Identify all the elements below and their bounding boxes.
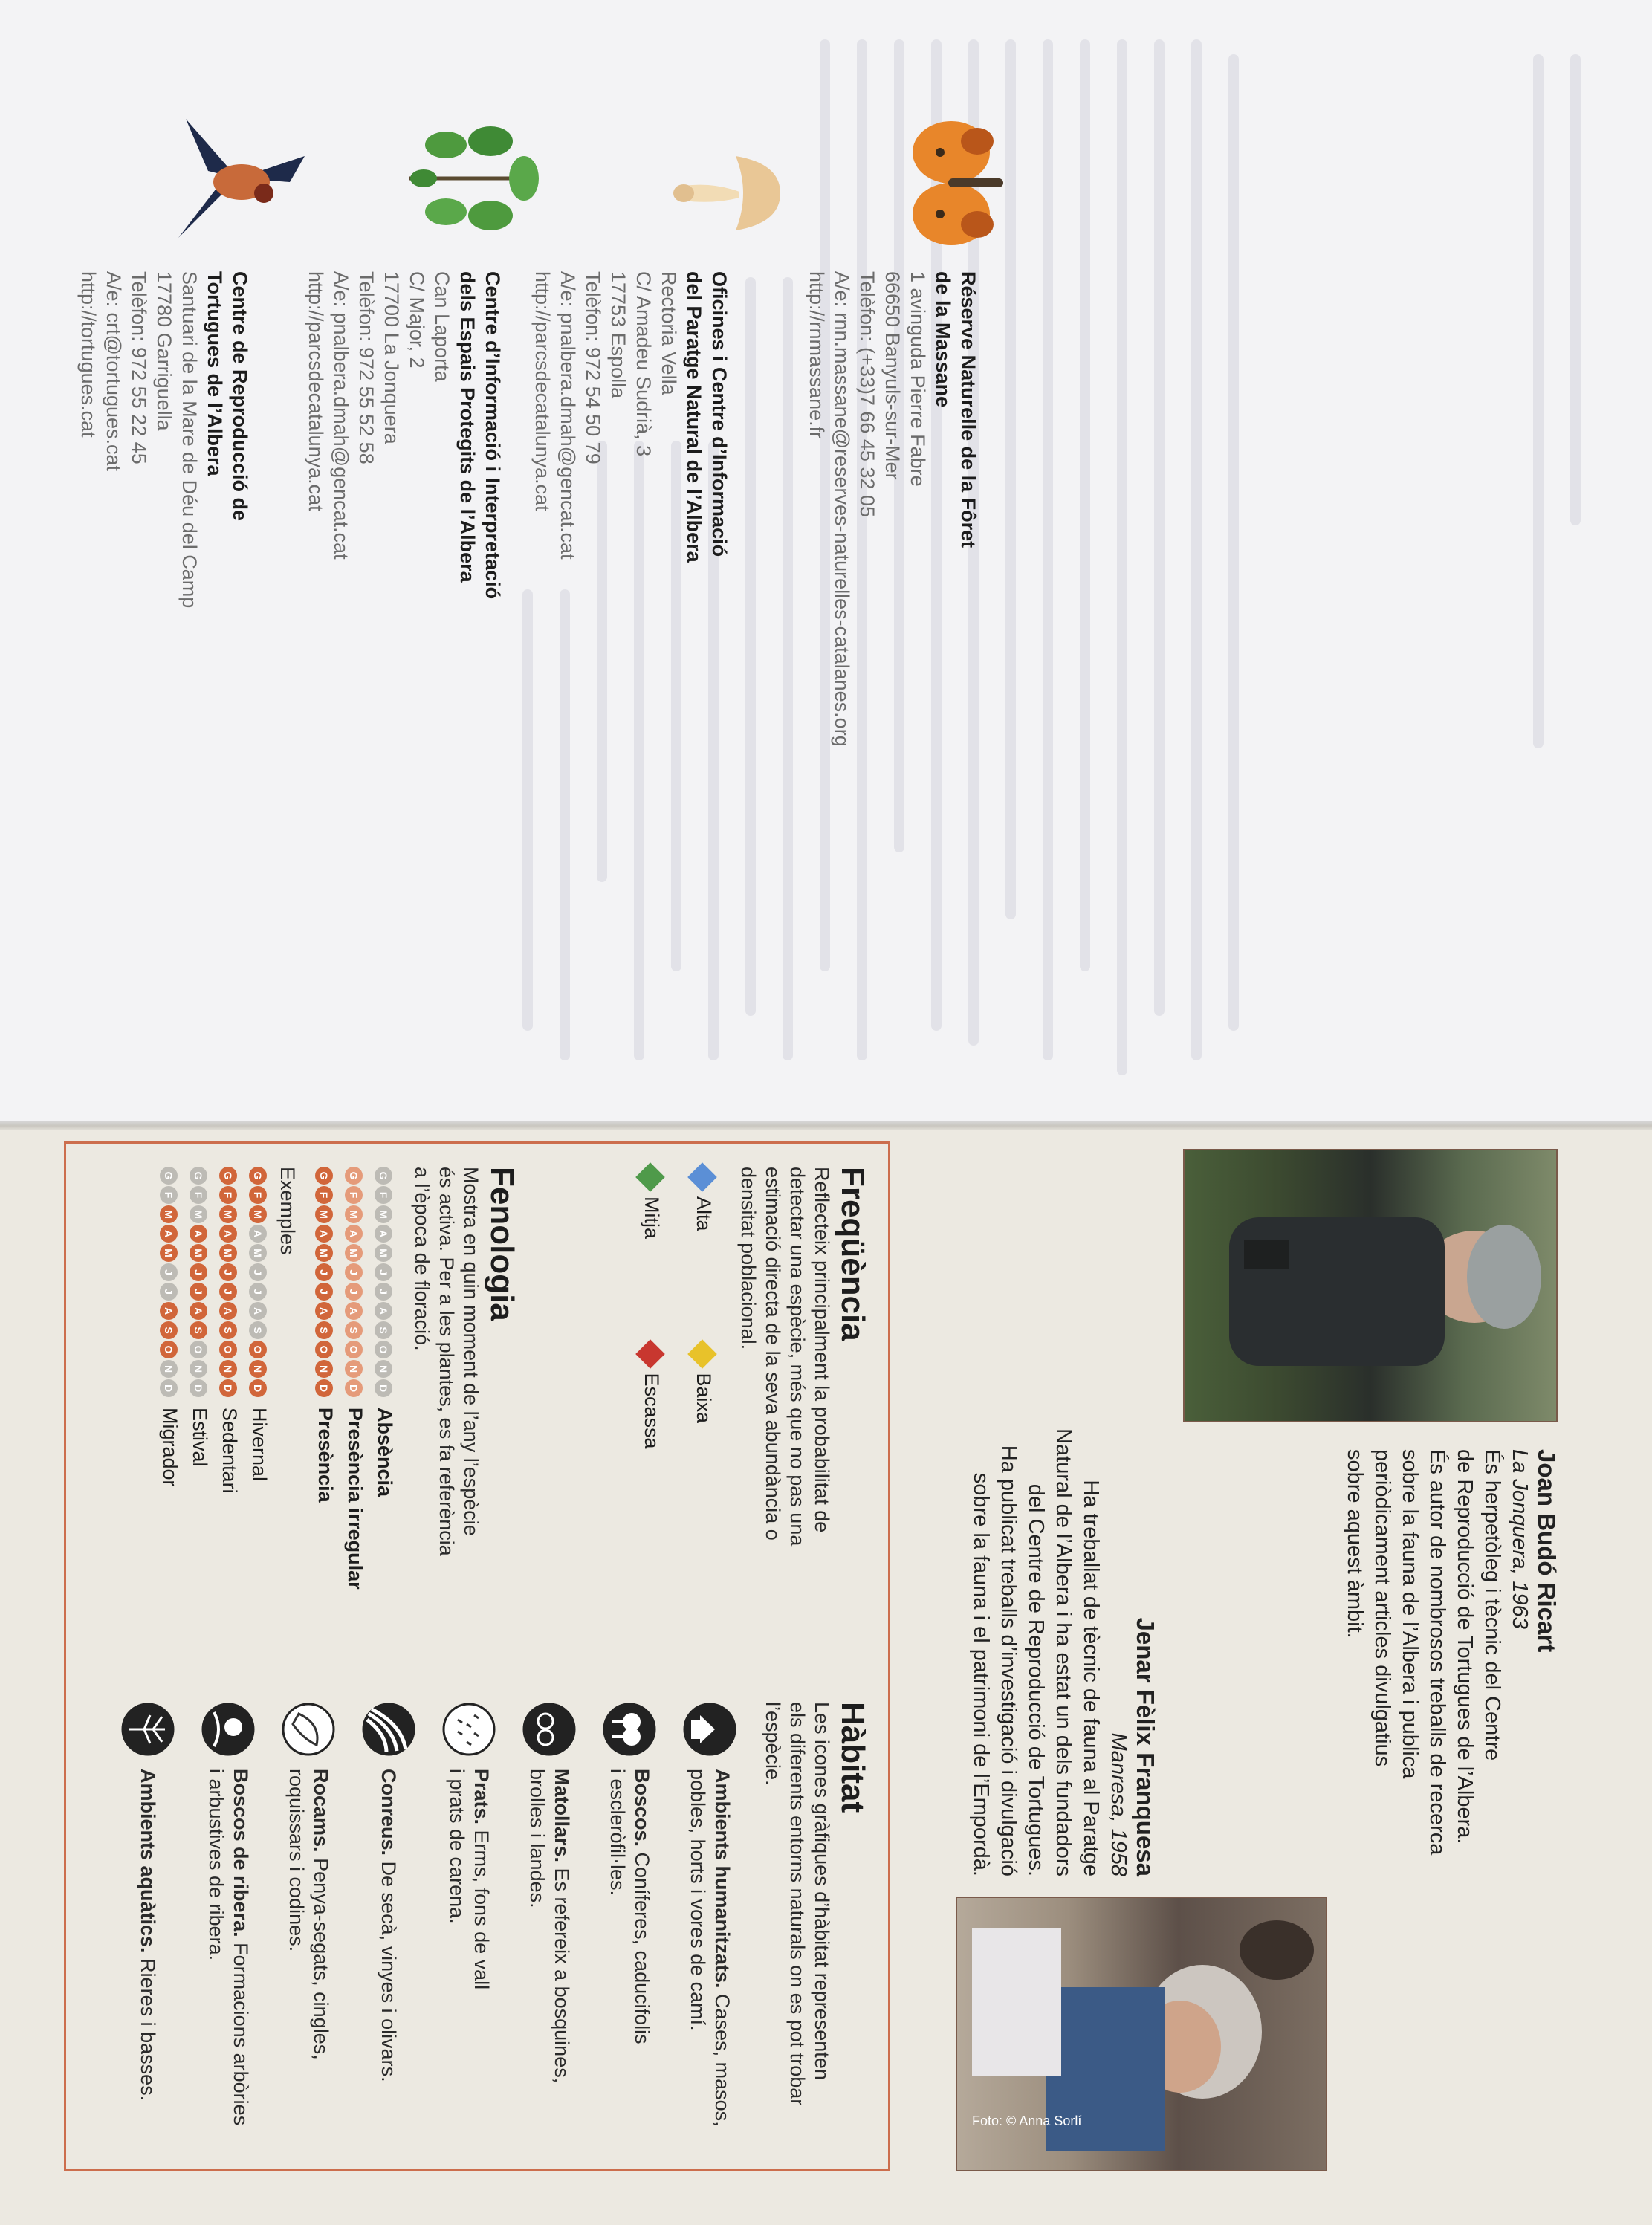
contact-line: 17700 La Jonquera <box>380 271 403 444</box>
legend-label: Baixa <box>693 1373 715 1424</box>
bio-line: És autor de nombrosos treballs de recerca <box>1425 1449 1449 1856</box>
house-icon <box>682 1702 737 1757</box>
habitat-description <box>284 1769 333 2060</box>
person-name: Jenar Fèlix Franquesa <box>1132 1617 1159 1876</box>
month-dot: F <box>190 1186 207 1204</box>
frequency-legend <box>632 1167 715 1546</box>
month-dot: G <box>219 1167 237 1185</box>
month-dot: N <box>190 1360 207 1378</box>
phenology-row <box>216 1167 241 1590</box>
habitat-name: Boscos. <box>631 1769 653 1847</box>
habitat-item <box>349 1702 429 2127</box>
frequency-escassa <box>641 1344 663 1449</box>
month-dot: M <box>345 1205 363 1223</box>
contact-line: 17753 Espolla <box>607 271 629 399</box>
month-dot: A <box>315 1225 333 1243</box>
text-line: a l’època de floració. <box>411 1167 433 1351</box>
bio-jenar <box>967 1386 1159 1876</box>
habitat-name: Prats. <box>470 1769 493 1825</box>
frequency-alta <box>692 1167 715 1338</box>
month-dot: D <box>190 1379 207 1397</box>
month-dot: A <box>315 1302 333 1320</box>
contact-line: 1 avinguda Pierre Fabre <box>907 271 929 487</box>
contact-name: del Paratge Natural de l’Albera <box>683 271 705 563</box>
habitat-detail: i arbustives de ribera. <box>205 1769 227 1961</box>
phenology-row <box>245 1167 271 1590</box>
month-dot: D <box>160 1379 178 1397</box>
phenology-text <box>409 1167 483 1590</box>
month-dot: J <box>345 1283 363 1301</box>
month-dot: M <box>219 1205 237 1223</box>
shrub-icon <box>522 1702 577 1757</box>
month-dot: M <box>160 1244 178 1262</box>
habitat-section <box>108 1702 871 2127</box>
text-line: densitat poblacional. <box>737 1167 759 1350</box>
text-line: detectar una espècie, més que no pas una <box>786 1167 809 1547</box>
butterfly-illustration <box>907 111 1018 253</box>
month-dot: O <box>345 1341 363 1358</box>
habitat-item <box>268 1702 349 2127</box>
contact-name: Centre d’Informació i Interpretació <box>482 271 504 600</box>
month-dot: A <box>219 1225 237 1243</box>
phenology-row <box>371 1167 396 1590</box>
habitat-detail: Cases, masos, <box>711 1988 733 2127</box>
phenology-states <box>311 1167 396 1590</box>
text-line: Mostra en quin moment de l’any l’espècie <box>460 1167 482 1536</box>
month-dot: A <box>249 1225 267 1243</box>
bio-line: És herpetòleg i tècnic del Centre <box>1480 1449 1504 1761</box>
riverside-forest-icon <box>201 1702 256 1757</box>
swallow-illustration <box>163 111 312 245</box>
contact-name: Tortugues de l’Albera <box>204 271 226 476</box>
habitat-description <box>204 1769 253 2125</box>
month-dot: M <box>190 1205 207 1223</box>
habitat-detail: i prats de carena. <box>446 1769 468 1924</box>
phenology-title: Fenologia <box>484 1167 520 1321</box>
frequency-title: Freqüència <box>835 1167 871 1341</box>
meadow-icon <box>441 1702 496 1757</box>
month-dot: J <box>375 1283 392 1301</box>
frequency-baixa <box>693 1344 715 1424</box>
blue-mark-icon <box>687 1162 717 1192</box>
month-dot: A <box>249 1302 267 1320</box>
bio-line: Natural de l’Albera i ha estat un dels fundadors <box>1052 1428 1075 1876</box>
month-dot: M <box>315 1244 333 1262</box>
contact-line: Rectoria Vella <box>658 271 680 395</box>
month-dot: M <box>249 1205 267 1223</box>
month-dot: G <box>160 1167 178 1185</box>
bio-line: de Reproducció de Tortugues de l’Albera. <box>1453 1449 1477 1845</box>
month-dot: A <box>345 1225 363 1243</box>
month-dot: A <box>190 1302 207 1320</box>
month-dot: G <box>375 1167 392 1185</box>
month-dot: S <box>160 1321 178 1339</box>
month-dot: M <box>249 1244 267 1262</box>
habitat-name: Matollars. <box>551 1769 573 1863</box>
habitat-title: Hàbitat <box>835 1702 871 1813</box>
month-dot: A <box>219 1302 237 1320</box>
phenology-label: Absència <box>374 1408 396 1497</box>
month-dot: G <box>190 1167 207 1185</box>
phenology-label: Hivernal <box>248 1408 271 1482</box>
month-dot: D <box>249 1379 267 1397</box>
phenology-row <box>341 1167 366 1590</box>
legend-label: Mitja <box>641 1196 663 1240</box>
contact-email[interactable]: A/e: pnalbera.dmah@gencat.cat <box>330 271 352 560</box>
habitat-item <box>108 1702 188 2127</box>
month-dot: S <box>315 1321 333 1339</box>
month-dot: M <box>315 1205 333 1223</box>
legend-label: Escassa <box>641 1373 663 1449</box>
habitat-description <box>605 1769 654 2044</box>
phenology-section <box>156 1167 520 1590</box>
month-dot: J <box>345 1263 363 1281</box>
contact-website[interactable]: http://parcsdecatalunya.cat <box>305 271 327 511</box>
habitat-detail: Formacions arbòries <box>230 1937 252 2126</box>
month-dot: A <box>160 1225 178 1243</box>
month-dot: G <box>315 1167 333 1185</box>
habitat-description <box>377 1769 401 2082</box>
month-dot: S <box>345 1321 363 1339</box>
phenology-row <box>186 1167 211 1590</box>
month-dot: O <box>160 1341 178 1358</box>
month-dot: M <box>375 1244 392 1262</box>
habitat-description <box>444 1769 493 1989</box>
contact-block-2 <box>530 271 732 563</box>
month-dot: F <box>219 1186 237 1204</box>
contact-website[interactable]: http://parcsdecatalunya.cat <box>531 271 554 511</box>
habitat-list <box>108 1702 750 2127</box>
bio-line: Ha treballat de tècnic de fauna al Paratge <box>1079 1480 1103 1876</box>
portrait-figure <box>1185 1150 1556 1421</box>
text-line: és activa. Per a les plantes, es fa referència <box>435 1167 458 1556</box>
contact-line: Telèfon: (+33)7 66 45 32 05 <box>856 271 878 518</box>
phenology-examples <box>156 1167 271 1590</box>
month-dot: N <box>249 1360 267 1378</box>
contact-line: 66650 Banyuls-sur-Mer <box>881 271 904 480</box>
month-dot: J <box>190 1263 207 1281</box>
contact-line: Telèfon: 972 54 50 79 <box>582 271 604 464</box>
legend-label: Alta <box>693 1196 715 1231</box>
contact-website[interactable]: http://rnmassane.fr <box>806 271 828 439</box>
month-dot: A <box>375 1225 392 1243</box>
person-name: Joan Budó Ricart <box>1533 1449 1561 1653</box>
contact-line: 17780 Garriguella <box>153 271 175 431</box>
text-line: Reflecteix principalment la probabilitat de <box>811 1167 833 1533</box>
text-line: l’espècie. <box>762 1702 784 1786</box>
phenology-row <box>156 1167 181 1590</box>
month-dot: J <box>375 1263 392 1281</box>
contact-line: Santuari de la Mare de Déu del Camp <box>178 271 201 609</box>
month-dot: G <box>345 1167 363 1185</box>
habitat-name: Rocams. <box>310 1769 332 1853</box>
month-dot: N <box>219 1360 237 1378</box>
phenology-row <box>311 1167 337 1590</box>
field-icon <box>361 1702 416 1757</box>
month-dot: J <box>160 1263 178 1281</box>
habitat-detail: Erms, fons de vall <box>470 1824 493 1990</box>
forest-icon <box>602 1702 657 1757</box>
month-dot: N <box>375 1360 392 1378</box>
habitat-detail: Es refereix a bosquines, <box>551 1862 573 2084</box>
text-line: Les icones gràfiques d’hàbitat representen <box>811 1702 833 2080</box>
month-dot: N <box>315 1360 333 1378</box>
leaf-branch-illustration <box>401 111 542 245</box>
text-line: estimació directa de la seva abundància o <box>762 1167 784 1541</box>
phenology-label: Migrador <box>159 1408 181 1487</box>
phenology-label: Presència <box>314 1408 337 1503</box>
month-dot: J <box>249 1263 267 1281</box>
month-dot: M <box>375 1205 392 1223</box>
bio-line: periòdicament articles divulgatius <box>1370 1449 1394 1767</box>
mushroom-illustration <box>669 149 788 238</box>
month-dot: J <box>160 1283 178 1301</box>
month-dot: N <box>345 1360 363 1378</box>
habitat-description <box>525 1769 574 2083</box>
habitat-detail: pobles, horts i vores de camí. <box>687 1769 709 2031</box>
month-dot: O <box>249 1341 267 1358</box>
month-dot: J <box>219 1263 237 1281</box>
month-dot: S <box>219 1321 237 1339</box>
phenology-label: Estival <box>189 1408 211 1467</box>
contact-email[interactable]: A/e: crt@tortugues.cat <box>103 271 125 472</box>
habitat-description <box>685 1769 734 2127</box>
red-mark-icon <box>635 1339 665 1369</box>
contact-block-1 <box>804 271 981 747</box>
month-dot: M <box>190 1244 207 1262</box>
month-dot: S <box>190 1321 207 1339</box>
portrait-photo-joan <box>1183 1149 1558 1422</box>
habitat-text <box>760 1702 834 2127</box>
month-dot: O <box>375 1341 392 1358</box>
bio-line: Ha publicat treballs d’investigació i divulgació <box>997 1445 1020 1876</box>
month-dot: D <box>345 1379 363 1397</box>
month-dot: M <box>219 1244 237 1262</box>
green-mark-icon <box>635 1162 665 1192</box>
habitat-detail: Rieres i basses. <box>137 1952 160 2102</box>
habitat-name: Ambients aquàtics. <box>137 1769 160 1953</box>
bio-line: sobre la fauna de l’Albera i publica <box>1398 1449 1422 1779</box>
bio-line: sobre aquest àmbit. <box>1343 1449 1367 1639</box>
month-dot: O <box>190 1341 207 1358</box>
month-dot: A <box>345 1302 363 1320</box>
month-dot: A <box>375 1302 392 1320</box>
month-dot: D <box>315 1379 333 1397</box>
habitat-name: Conreus. <box>378 1769 401 1856</box>
month-dot: F <box>375 1186 392 1204</box>
month-dot: D <box>375 1379 392 1397</box>
phenology-label: Sedentari <box>218 1408 241 1494</box>
habitat-item <box>670 1702 750 2127</box>
month-dot: O <box>219 1341 237 1358</box>
contact-name: Réserve Naturelle de la Fôret <box>957 271 979 548</box>
contact-name: de la Massane <box>932 271 954 408</box>
water-icon <box>120 1702 175 1757</box>
month-dot: J <box>315 1283 333 1301</box>
examples-title: Exemples <box>276 1167 299 1255</box>
month-dot: J <box>249 1283 267 1301</box>
month-dot: M <box>345 1244 363 1262</box>
contact-email[interactable]: A/e: rnn.massane@reserves-naturelles-catalanes.org <box>831 271 853 747</box>
month-dot: J <box>315 1263 333 1281</box>
habitat-detail: Penya-segats, cingles, <box>310 1852 332 2060</box>
person-origin: La Jonquera, 1963 <box>1508 1449 1532 1629</box>
contact-line: Can Laporta <box>431 271 453 382</box>
habitat-item <box>509 1702 589 2127</box>
habitat-name: Ambients humanitzats. <box>711 1769 733 1989</box>
habitat-description <box>136 1769 161 2101</box>
text-line: els diferents entorns naturals on es pot trobar <box>786 1702 809 2106</box>
contact-email[interactable]: A/e: pnalbera.dmah@gencat.cat <box>557 271 579 560</box>
person-origin: Manresa, 1958 <box>1107 1732 1130 1876</box>
habitat-detail: roquissars i codines. <box>285 1769 308 1952</box>
month-dot: S <box>249 1321 267 1339</box>
frequency-mitja <box>640 1167 663 1338</box>
month-dot: F <box>315 1186 333 1204</box>
habitat-item <box>188 1702 268 2127</box>
month-dot: J <box>219 1283 237 1301</box>
portrait-figure <box>957 1898 1326 2170</box>
month-dot: F <box>160 1186 178 1204</box>
month-dot: G <box>249 1167 267 1185</box>
contact-line: Telèfon: 972 55 52 58 <box>355 271 378 464</box>
habitat-detail: De secà, vinyes i olivars. <box>378 1856 401 2082</box>
phenology-label: Presència irregular <box>344 1408 366 1590</box>
contact-name: Centre de Reproducció de <box>229 271 251 522</box>
frequency-text <box>736 1167 834 1546</box>
contact-block-3 <box>303 271 505 599</box>
habitat-item <box>429 1702 509 2127</box>
contact-block-4 <box>76 271 253 608</box>
habitat-name: Boscos de ribera. <box>230 1769 252 1937</box>
month-dot: A <box>190 1225 207 1243</box>
contact-line: Telèfon: 972 55 22 45 <box>128 271 150 464</box>
month-dot: N <box>160 1360 178 1378</box>
habitat-item <box>589 1702 670 2127</box>
habitat-detail: Coníferes, caducifolis <box>631 1847 653 2044</box>
bio-joan <box>1341 1449 1561 1855</box>
bio-line: del Centre de Reproducció de Tortugues. <box>1024 1483 1048 1876</box>
month-dot: F <box>345 1186 363 1204</box>
month-dot: F <box>249 1186 267 1204</box>
rock-icon <box>281 1702 336 1757</box>
contact-line: C/ Amadeu Sudrià, 3 <box>632 271 655 457</box>
habitat-detail: brolles i landes. <box>526 1769 548 1908</box>
month-dot: J <box>190 1283 207 1301</box>
month-dot: D <box>219 1379 237 1397</box>
yellow-mark-icon <box>687 1339 717 1369</box>
month-dot: A <box>160 1302 178 1320</box>
month-dot: O <box>315 1341 333 1358</box>
portrait-photo-jenar <box>956 1897 1327 2171</box>
contact-name: dels Espais Protegits de l’Albera <box>456 271 479 583</box>
contact-website[interactable]: http://tortugues.cat <box>77 271 100 438</box>
bio-line: sobre la fauna i el patrimoni de l’Empordà. <box>969 1472 993 1876</box>
photo-credit: Foto: © Anna Sorlí <box>972 2114 1082 2128</box>
frequency-section <box>632 1167 871 1546</box>
contact-name: Oficines i Centre d’Informació <box>708 271 731 557</box>
contact-line: C/ Major, 2 <box>406 271 428 369</box>
habitat-detail: i escleròfil·les. <box>606 1769 629 1897</box>
month-dot: M <box>160 1205 178 1223</box>
month-dot: S <box>375 1321 392 1339</box>
